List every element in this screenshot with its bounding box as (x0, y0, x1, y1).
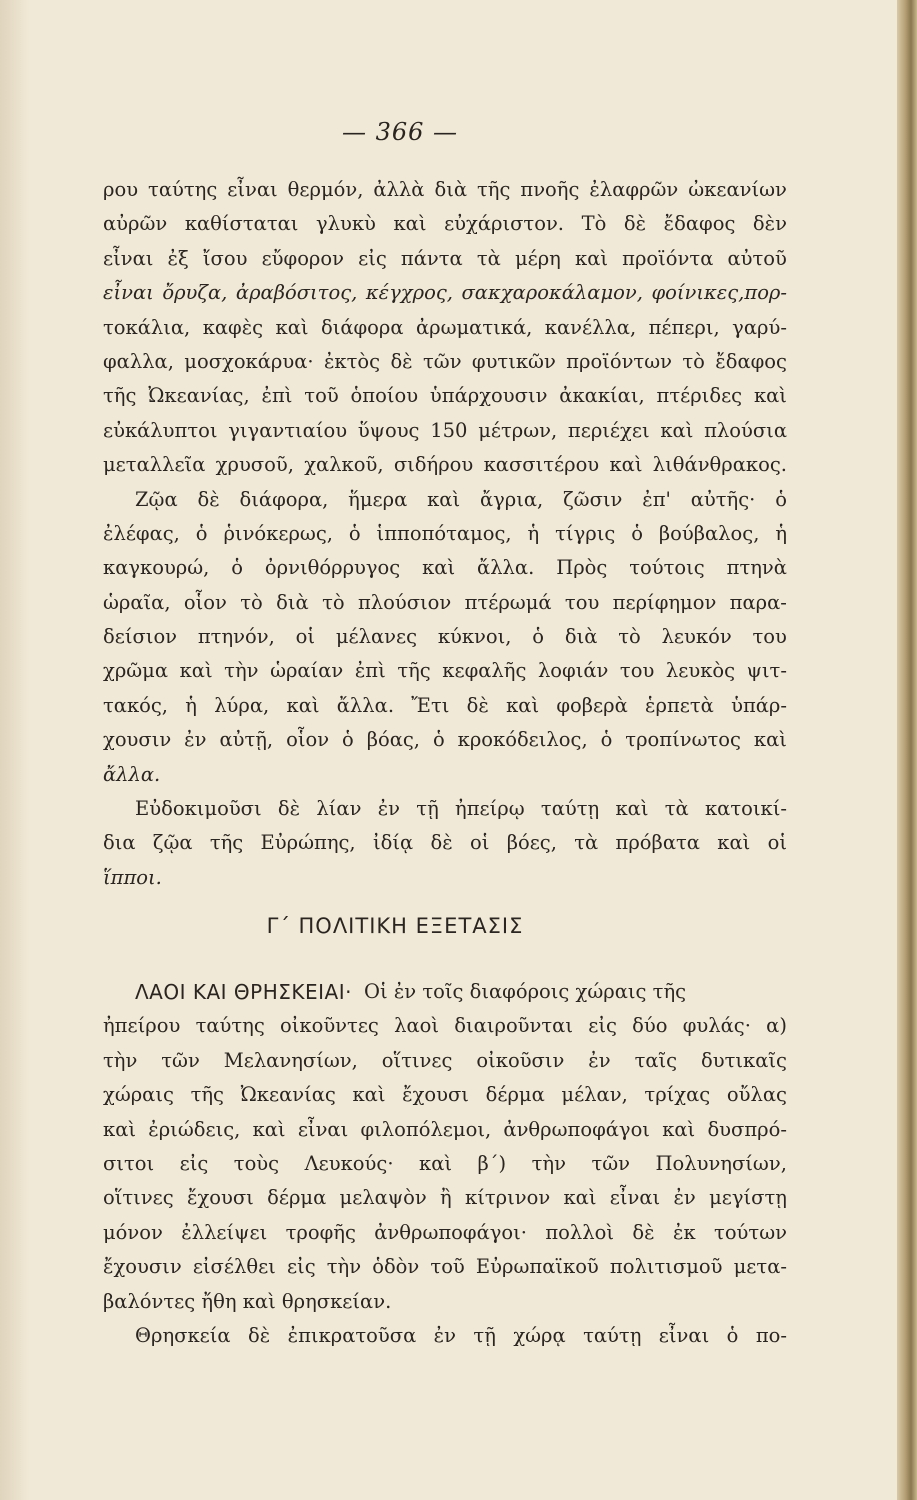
text-line: δια ζῷα τῆς Εὐρώπης, ἰδίᾳ δὲ οἱ βόες, τὰ πρόβατα καὶ οἱ (103, 831, 787, 855)
text-line: εἶναι ἐξ ἴσου εὔφορον εἰς πάντα τὰ μέρη καὶ προϊόντα αὐτοῦ (103, 246, 787, 270)
text-line: χουσιν ἐν αὐτῇ, οἷον ὁ βόας, ὁ κροκόδειλος, ὁ τροπίνωτος καὶ (103, 728, 787, 752)
body-text-after-heading (103, 975, 787, 1353)
page-number: — 366 — (341, 118, 459, 146)
text-line: αὐρῶν καθίσταται γλυκὺ καὶ εὐχάριστον. Τὸ δὲ ἔδαφος δὲν (103, 212, 787, 236)
text-line: τοκάλια, καφὲς καὶ διάφορα ἀρωματικά, κανέλλα, πέπερι, γαρύ- (103, 315, 787, 339)
text-line: τακός, ἡ λύρα, καὶ ἄλλα. Ἔτι δὲ καὶ φοβερὰ ἑρπετὰ ὑπάρ- (103, 693, 787, 717)
text-line: σιτοι εἰς τοὺς Λευκούς· καὶ β΄) τὴν τῶν Πολυνησίων, (103, 1151, 787, 1175)
text-line: χρῶμα καὶ τὴν ὡραίαν ἐπὶ τῆς κεφαλῆς λοφιάν του λευκὸς ψιτ- (103, 659, 787, 683)
section-heading: Γ΄ ΠΟΛΙΤΙΚΗ ΕΞΕΤΑΣΙΣ (266, 914, 524, 938)
text-line: φαλλα, μοσχοκάρυα· ἐκτὸς δὲ τῶν φυτικῶν προϊόντων τὸ ἔδαφος (103, 349, 787, 373)
text-line: εἶναι ὄρυζα, ἀραβόσιτος, κέγχρος, σακχαροκάλαμον, φοίνικες,πορ- (103, 281, 787, 305)
subheading: ΛΑΟΙ ΚΑΙ ΘΡΗΣΚΕΙΑΙ· (135, 980, 352, 1004)
text-line: μεταλλεῖα χρυσοῦ, χαλκοῦ, σιδήρου κασσιτέρου καὶ λιθάνθρακος. (103, 453, 787, 477)
text-line-with-subheading (103, 975, 787, 1009)
text-line: ἐλέφας, ὁ ῥινόκερως, ὁ ἱπποπόταμος, ἡ τίγρις ὁ βούβαλος, ἡ (103, 521, 787, 545)
text-line: Οἱ ἐν τοῖς διαφόροις χώραις τῆς (363, 980, 687, 1003)
text-line: Ζῷα δὲ διάφορα, ἥμερα καὶ ἄγρια, ζῶσιν ἐπ' αὐτῆς· ὁ (135, 487, 787, 511)
text-line: χώραις τῆς Ὠκεανίας καὶ ἔχουσι δέρμα μέλαν, τρίχας οὔλας (103, 1083, 787, 1107)
text-line: καγκουρώ, ὁ ὀρνιθόρρυγος καὶ ἄλλα. Πρὸς τούτοις πτηνὰ (103, 556, 787, 580)
text-line: ἵπποι. (103, 865, 162, 889)
text-line: βαλόντες ἤθη καὶ θρησκείαν. (103, 1289, 392, 1313)
text-line: Θρησκεία δὲ ἐπικρατοῦσα ἐν τῇ χώρᾳ ταύτῃ εἶναι ὁ πο- (135, 1323, 787, 1347)
text-line: τῆς Ὠκεανίας, ἐπὶ τοῦ ὁποίου ὑπάρχουσιν ἀκακίαι, πτέριδες καὶ (103, 384, 787, 408)
text-line: ὡραῖα, οἷον τὸ διὰ τὸ πλούσιον πτέρωμά του περίφημον παρα- (103, 590, 787, 614)
text-line: ἠπείρου ταύτης οἰκοῦντες λαοὶ διαιροῦνται εἰς δύο φυλάς· α) (103, 1014, 787, 1038)
text-line: οἵτινες ἔχουσι δέρμα μελαψὸν ἢ κίτρινον καὶ εἶναι ἐν μεγίστῃ (103, 1186, 787, 1210)
text-line: τὴν τῶν Μελανησίων, οἵτινες οἰκοῦσιν ἐν ταῖς δυτικαῖς (103, 1048, 787, 1072)
text-line: καὶ ἐριώδεις, καὶ εἶναι φιλοπόλεμοι, ἀνθρωποφάγοι καὶ δυσπρό- (103, 1117, 787, 1141)
text-line: μόνον ἐλλείψει τροφῆς ἀνθρωποφάγοι· πολλοὶ δὲ ἐκ τούτων (103, 1220, 787, 1244)
book-binding-edge (897, 0, 917, 1500)
text-line: Εὐδοκιμοῦσι δὲ λίαν ἐν τῇ ἠπείρῳ ταύτῃ καὶ τὰ κατοικί- (135, 797, 787, 821)
body-text-before-heading (103, 173, 787, 895)
text-line: ρου ταύτης εἶναι θερμόν, ἀλλὰ διὰ τῆς πνοῆς ἐλαφρῶν ὠκεανίων (103, 178, 787, 201)
text-line: εὐκάλυπτοι γιγαντιαίου ὕψους 150 μέτρων, περιέχει καὶ πλούσια (103, 418, 787, 442)
text-line: ἄλλα. (103, 762, 161, 786)
page-shadow (0, 0, 30, 1500)
text-line: ἔχουσιν εἰσέλθει εἰς τὴν ὁδὸν τοῦ Εὐρωπαϊκοῦ πολιτισμοῦ μετα- (103, 1255, 787, 1279)
text-line: δείσιον πτηνόν, οἱ μέλανες κύκνοι, ὁ διὰ τὸ λευκόν του (103, 625, 787, 649)
